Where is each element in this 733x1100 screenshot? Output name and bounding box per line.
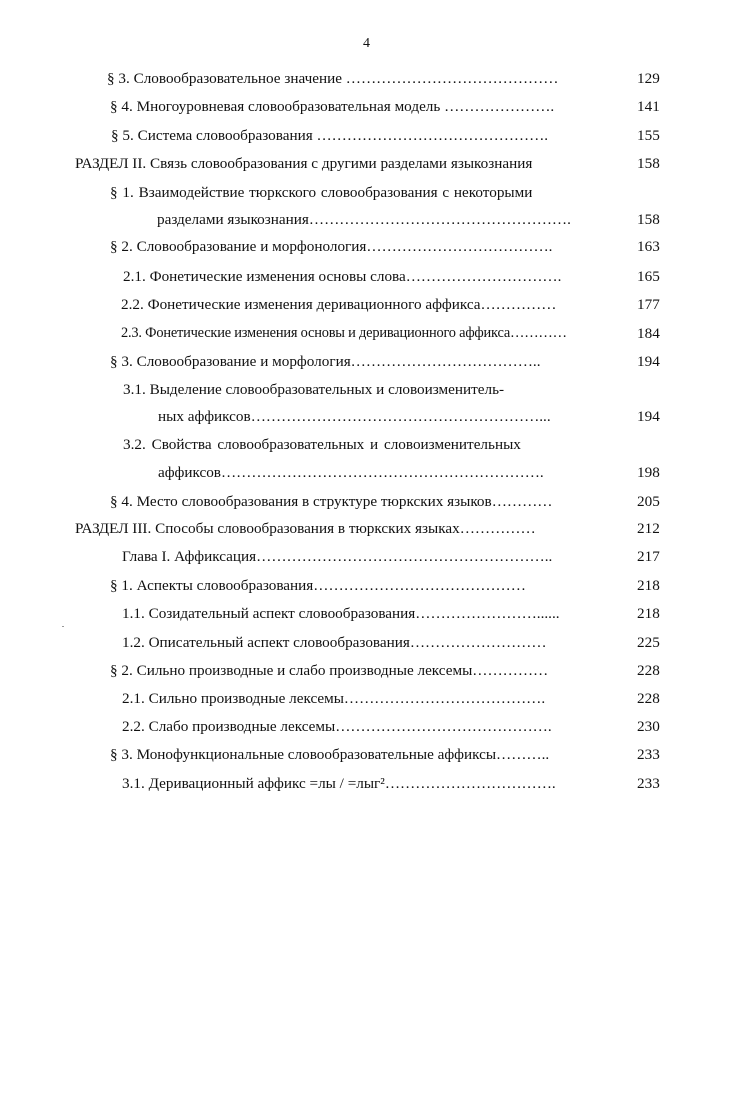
- toc-entry-page: 184: [637, 325, 660, 342]
- toc-entry-text: аффиксов……………………………………………………….: [158, 464, 544, 481]
- toc-entry-text: 3.2. Свойства словообразовательных и словоизменительных: [123, 436, 521, 453]
- toc-entry-page: 218: [637, 605, 660, 622]
- toc-entry-text: § 4. Многоуровневая словообразовательная модель ………………….: [110, 98, 555, 115]
- toc-entry-text: 2.1. Фонетические изменения основы слова………………………….: [123, 268, 562, 285]
- scan-speck: [62, 626, 64, 627]
- toc-entry-page: 158: [637, 155, 660, 172]
- toc-entry-text: § 4. Место словообразования в структуре тюркских языков…………: [110, 493, 553, 510]
- toc-entry-text: § 3. Словообразование и морфология………………………………..: [110, 353, 541, 370]
- toc-entry-page: 177: [637, 296, 660, 313]
- toc-entry-page: 165: [637, 268, 660, 285]
- page-number: 4: [363, 36, 370, 51]
- toc-entry-text: Глава I. Аффиксация…………………………………………………..: [122, 548, 553, 565]
- toc-entry-text: ных аффиксов…………………………………………………...: [158, 408, 551, 425]
- toc-entry-text: 2.1. Сильно производные лексемы………………………………….: [122, 690, 546, 707]
- toc-entry-page: 163: [637, 238, 660, 255]
- toc-entry-text: 2.3. Фонетические изменения основы и деривационного аффикса…………: [121, 325, 567, 341]
- toc-entry-page: 212: [637, 520, 660, 537]
- toc-entry-text: РАЗДЕЛ II. Связь словообразования с другими разделами языкознания: [75, 155, 533, 172]
- toc-entry-page: 217: [637, 548, 660, 565]
- toc-entry-text: 1.1. Созидательный аспект словообразования……………………......: [122, 605, 560, 622]
- toc-entry-page: 155: [637, 127, 660, 144]
- toc-entry-text: § 3. Словообразовательное значение ……………………………………: [107, 70, 559, 87]
- toc-entry-page: 129: [637, 70, 660, 87]
- toc-entry-text: разделами языкознания…………………………………………….: [157, 211, 571, 228]
- toc-entry-text: 3.1. Деривационный аффикс =лы / =лыг²…………………………….: [122, 775, 556, 792]
- toc-entry-text: РАЗДЕЛ III. Способы словообразования в тюркских языках……………: [75, 520, 536, 537]
- toc-entry-text: § 5. Система словообразования ……………………………………….: [111, 127, 549, 144]
- toc-entry-page: 141: [637, 98, 660, 115]
- toc-entry-page: 194: [637, 408, 660, 425]
- toc-entry-text: § 1. Взаимодействие тюркского словообразования с некоторыми: [110, 184, 533, 201]
- toc-entry-page: 225: [637, 634, 660, 651]
- toc-entry-text: § 3. Монофункциональные словообразовательные аффиксы………..: [110, 746, 550, 763]
- toc-entry-text: 3.1. Выделение словообразовательных и словоизменитель-: [123, 381, 505, 398]
- toc-entry-text: § 2. Сильно производные и слабо производные лексемы……………: [110, 662, 549, 679]
- toc-entry-text: 1.2. Описательный аспект словообразования………………………: [122, 634, 547, 651]
- toc-entry-page: 233: [637, 746, 660, 763]
- toc-entry-page: 230: [637, 718, 660, 735]
- toc-entry-page: 218: [637, 577, 660, 594]
- toc-entry-text: § 2. Словообразование и морфонология……………………………….: [110, 238, 553, 255]
- toc-entry-text: 2.2. Фонетические изменения деривационного аффикса……………: [121, 296, 557, 313]
- toc-entry-page: 158: [637, 211, 660, 228]
- toc-entry-text: 2.2. Слабо производные лексемы…………………………………….: [122, 718, 552, 735]
- toc-entry-text: § 1. Аспекты словообразования……………………………………: [110, 577, 526, 594]
- toc-entry-page: 198: [637, 464, 660, 481]
- toc-entry-page: 228: [637, 662, 660, 679]
- toc-entry-page: 233: [637, 775, 660, 792]
- toc-entry-page: 194: [637, 353, 660, 370]
- toc-entry-page: 205: [637, 493, 660, 510]
- toc-entry-page: 228: [637, 690, 660, 707]
